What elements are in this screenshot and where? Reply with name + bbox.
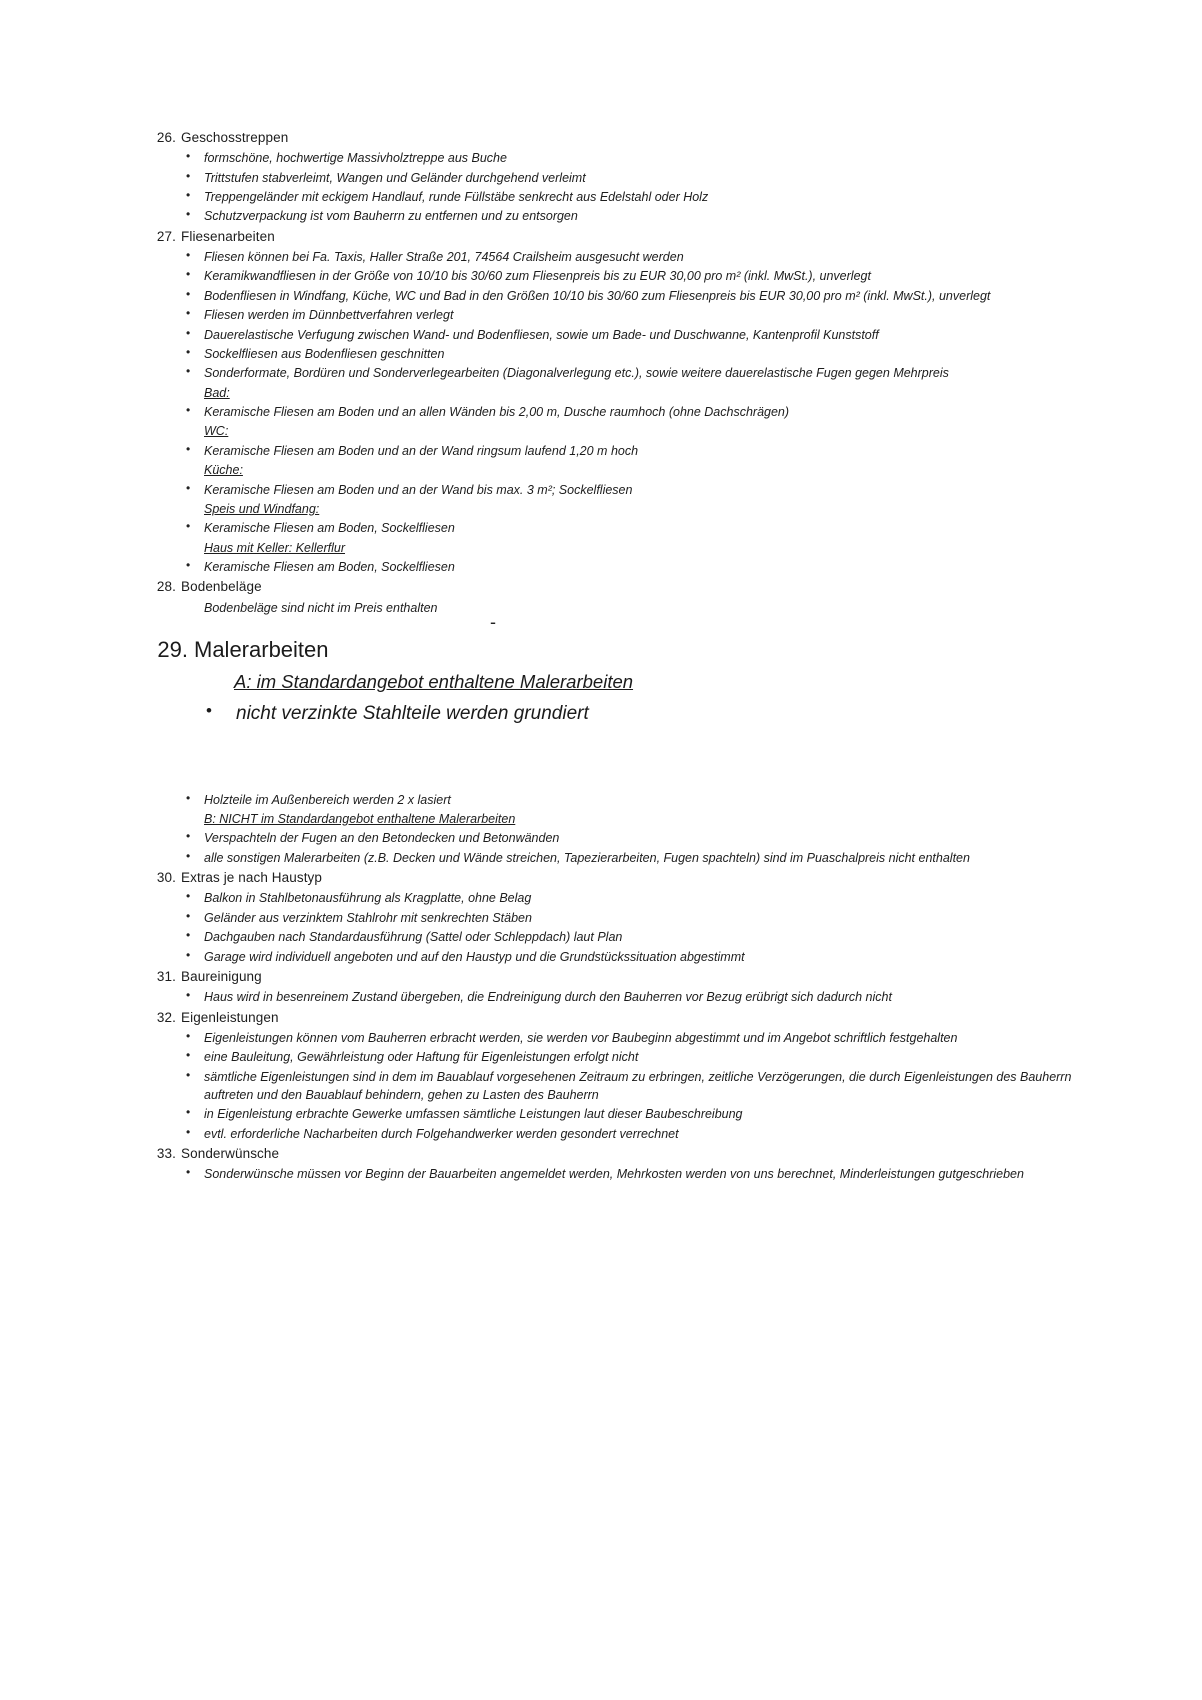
section-number: 27. (156, 228, 176, 244)
section-heading-33 (150, 1144, 1090, 1164)
section-title: Fliesenarbeiten (181, 228, 275, 244)
list-item: • Keramische Fliesen am Boden und an der Wand ringsum laufend 1,20 m hoch (150, 442, 1090, 460)
list-item: • Sockelfliesen aus Bodenfliesen geschnitten (150, 345, 1090, 363)
section-30-list (150, 889, 1090, 966)
section-29-sub-a: A: im Standardangebot enthaltene Malerarbeiten (234, 670, 634, 692)
section-number: 26. (156, 130, 176, 145)
sub-heading-kueche: Küche: (204, 463, 243, 478)
section-number: 29. (157, 637, 188, 662)
section-title: Eigenleistungen (181, 1009, 279, 1025)
section-title: Extras je nach Haustyp (181, 870, 323, 886)
list-item: • Keramische Fliesen am Boden, Sockelfliesen (150, 519, 1090, 537)
list-item: • eine Bauleitung, Gewährleistung oder Haftung für Eigenleistungen erfolgt nicht (150, 1048, 1090, 1066)
list-item: • Fliesen werden im Dünnbettverfahren verlegt (150, 306, 1090, 324)
section-title: Geschosstreppen (181, 130, 289, 145)
section-heading-26 (150, 128, 1090, 148)
section-heading-30 (150, 868, 1090, 888)
section-number: 33. (156, 1146, 176, 1162)
section-33-list (150, 1165, 1090, 1183)
list-item: • Keramikwandfliesen in der Größe von 10/10 bis 30/60 zum Fliesenpreis bis zu EUR 30,00 pro m² (inkl. MwSt.), unverlegt (150, 267, 1090, 285)
list-item: • Verspachteln der Fugen an den Betondecken und Betonwänden (150, 829, 1090, 847)
sub-heading-speis-windfang: Speis und Windfang: (204, 501, 320, 516)
section-heading-27 (150, 227, 1090, 247)
list-item: • sämtliche Eigenleistungen sind in dem im Bauablauf vorgesehenen Zeitraum zu erbringen, zeitliche Verzögerungen, die durch Eigenleistungen des Bauherrn auftreten und den Bauablauf behindern, gehen zu Lasten des Bauherrn (150, 1068, 1090, 1105)
section-28-note: Bodenbeläge sind nicht im Preis enthalten (204, 600, 438, 615)
section-27-list (150, 248, 1090, 576)
list-item: • Treppengeländer mit eckigem Handlauf, runde Füllstäbe senkrecht aus Edelstahl oder Holz (150, 188, 1090, 206)
section-number: 31. (156, 968, 176, 984)
document-content (150, 128, 1090, 1185)
section-29-dash: - (490, 612, 496, 632)
list-item: • Fliesen können bei Fa. Taxis, Haller Straße 201, 74564 Crailsheim ausgesucht werden (150, 248, 1090, 266)
list-item: • Geländer aus verzinktem Stahlrohr mit senkrechten Stäben (150, 909, 1090, 927)
section-heading-28 (150, 577, 1090, 597)
sub-heading-bad: Bad: (204, 385, 230, 400)
list-item: • Holzteile im Außenbereich werden 2 x lasiert (150, 791, 1090, 809)
list-item: • Schutzverpackung ist vom Bauherrn zu entfernen und zu entsorgen (150, 207, 1090, 225)
sub-heading-wc: WC: (204, 424, 229, 439)
list-item: • Dachgauben nach Standardausführung (Sattel oder Schleppdach) laut Plan (150, 928, 1090, 946)
list-item: • Eigenleistungen können vom Bauherren erbracht werden, sie werden vor Baubeginn abgestimmt und im Angebot schriftlich festgehalten (150, 1029, 1090, 1047)
list-item: • Bodenfliesen in Windfang, Küche, WC und Bad in den Größen 10/10 bis 30/60 zum Fliesenpreis bis EUR 30,00 pro m² (inkl. MwSt.), unverlegt (150, 287, 1090, 305)
list-item: • alle sonstigen Malerarbeiten (z.B. Decken und Wände streichen, Tapezierarbeiten, Fugen spachteln) sind im Puaschalpreis nicht enthalten (150, 849, 1090, 867)
section-number: 32. (156, 1009, 176, 1025)
section-number: 30. (156, 870, 176, 886)
list-item: • Sonderwünsche müssen vor Beginn der Bauarbeiten angemeldet werden, Mehrkosten werden von uns berechnet, Minderleistungen gutgeschrieben (150, 1165, 1090, 1183)
list-item: • Dauerelastische Verfugung zwischen Wand- und Bodenfliesen, sowie um Bade- und Duschwanne, Kantenprofil Kunststoff (150, 326, 1090, 344)
list-item: • formschöne, hochwertige Massivholztreppe aus Buche (150, 149, 1090, 167)
list-item: • Balkon in Stahlbetonausführung als Kragplatte, ohne Belag (150, 889, 1090, 907)
section-number: 28. (156, 579, 176, 595)
section-title: Sonderwünsche (181, 1146, 280, 1162)
section-heading-31 (150, 967, 1090, 987)
section-title: Malerarbeiten (194, 637, 329, 662)
section-32-list (150, 1029, 1090, 1143)
section-title: Bodenbeläge (181, 579, 262, 595)
list-item: • Haus wird in besenreinem Zustand übergeben, die Endreinigung durch den Bauherren vor Bezug erübrigt sich dadurch nicht (150, 988, 1090, 1006)
list-item: • evtl. erforderliche Nacharbeiten durch Folgehandwerker werden gesondert verrechnet (150, 1125, 1090, 1143)
section-title: Baureinigung (181, 968, 262, 984)
spacer (150, 735, 1090, 791)
list-item: • Keramische Fliesen am Boden und an der Wand bis max. 3 m²; Sockelfliesen (150, 481, 1090, 499)
section-29-list (150, 791, 1090, 868)
list-item: • in Eigenleistung erbrachte Gewerke umfassen sämtliche Leistungen laut dieser Baubeschreibung (150, 1105, 1090, 1123)
list-item: • Trittstufen stabverleimt, Wangen und Geländer durchgehend verleimt (150, 169, 1090, 187)
section-29-sub-b: B: NICHT im Standardangebot enthaltene Malerarbeiten (204, 812, 516, 827)
list-item: • Garage wird individuell angeboten und auf den Haustyp und die Grundstückssituation abgestimmt (150, 948, 1090, 966)
list-item: • Keramische Fliesen am Boden und an allen Wänden bis 2,00 m, Dusche raumhoch (ohne Dachschrägen) (150, 403, 1090, 421)
list-item: • Keramische Fliesen am Boden, Sockelfliesen (150, 558, 1090, 576)
section-31-list (150, 988, 1090, 1006)
section-26-list (150, 149, 1090, 226)
section-heading-32 (150, 1008, 1090, 1028)
list-item: • Sonderformate, Bordüren und Sonderverlegearbeiten (Diagonalverlegung etc.), sowie weitere dauerelastische Fugen gegen Mehrpreis (150, 364, 1090, 382)
section-29-highlight-item: • nicht verzinkte Stahlteile werden grundiert (150, 703, 1090, 725)
sub-heading-haus-mit-keller: Haus mit Keller: Kellerflur (204, 540, 346, 555)
section-heading-29 (150, 635, 1090, 665)
